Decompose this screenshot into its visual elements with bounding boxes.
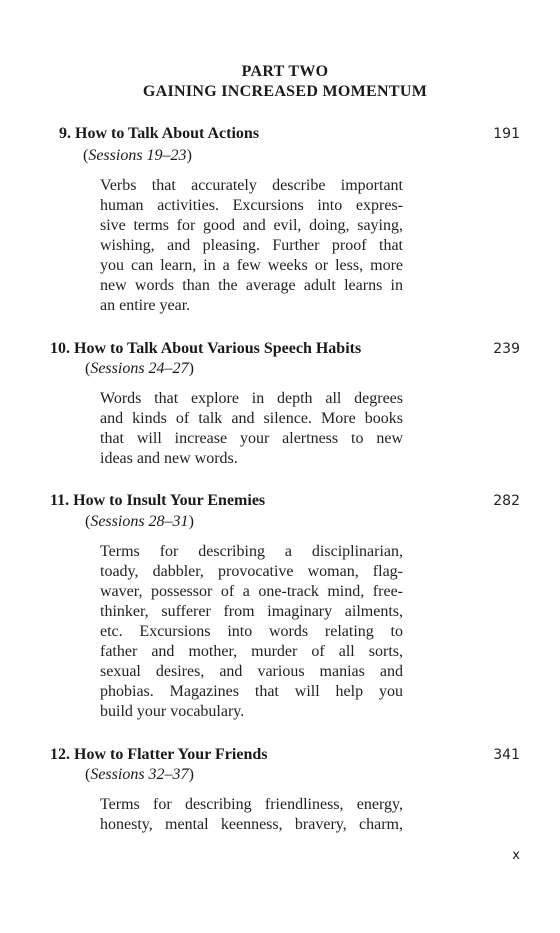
description-line: sexual desires, and various manias and: [100, 663, 403, 680]
part-title: PART TWO: [241, 63, 329, 80]
description-line: thinker, sufferer from imaginary ailments,: [100, 603, 403, 620]
description-line: Words that explore in depth all degrees: [100, 390, 403, 407]
chapter-number: 9.: [59, 125, 71, 142]
sessions-range: Sessions 32–37: [90, 766, 189, 783]
chapter-heading: [50, 745, 267, 765]
chapter-heading: [50, 491, 265, 511]
chapter-number: 11.: [50, 492, 70, 509]
description-line: waver, possessor of a one-track mind, free-: [100, 583, 403, 600]
description-line: that will increase your alertness to new: [100, 430, 403, 447]
description-line: etc. Excursions into words relating to: [100, 623, 403, 640]
chapter-number: 10.: [50, 340, 70, 357]
chapter-page-number: 239: [493, 341, 520, 357]
description-line: and kinds of talk and silence. More books: [100, 410, 403, 427]
part-subtitle: GAINING INCREASED MOMENTUM: [142, 83, 428, 100]
description-line: you can learn, in a few weeks or less, more: [100, 257, 403, 274]
chapter-heading: [50, 339, 361, 359]
chapter-page-number: 191: [493, 126, 520, 142]
chapter-page-number: 341: [493, 747, 520, 763]
description-line: Terms for describing a disciplinarian,: [100, 543, 403, 560]
chapter-description: [100, 389, 403, 469]
chapter-number: 12.: [50, 746, 70, 763]
sessions-range: Sessions 24–27: [90, 360, 189, 377]
sessions-range: Sessions 19–23: [88, 147, 187, 164]
chapter-sessions: (Sessions 28–31): [85, 513, 194, 530]
chapter-description: [100, 542, 403, 722]
chapter-sessions: (Sessions 32–37): [85, 766, 194, 783]
chapter-sessions: (Sessions 19–23): [83, 147, 192, 164]
description-line: wishing, and pleasing. Further proof that: [100, 237, 403, 254]
chapter-title: How to Talk About Actions: [75, 125, 260, 142]
description-line: build your vocabulary.: [100, 703, 245, 720]
description-line: ideas and new words.: [100, 450, 238, 467]
chapter-description: [100, 795, 403, 835]
description-line: new words than the average adult learns in: [100, 277, 403, 294]
description-line: human activities. Excursions into expres-: [100, 197, 403, 214]
description-line: sive terms for good and evil, doing, saying,: [100, 217, 403, 234]
chapter-title: How to Talk About Various Speech Habits: [74, 340, 362, 357]
description-line: phobias. Magazines that will help you: [100, 683, 403, 700]
chapter-title: How to Insult Your Enemies: [73, 492, 266, 509]
description-line: honesty, mental keenness, bravery, charm,: [100, 816, 403, 833]
sessions-range: Sessions 28–31: [90, 513, 189, 530]
chapter-heading: [59, 124, 259, 144]
description-line: an entire year.: [100, 297, 191, 314]
description-line: father and mother, murder of all sorts,: [100, 643, 403, 660]
chapter-description: [100, 176, 403, 316]
page-folio: x: [512, 848, 520, 863]
description-line: toady, dabbler, provocative woman, flag-: [100, 563, 403, 580]
chapter-title: How to Flatter Your Friends: [74, 746, 268, 763]
chapter-sessions: (Sessions 24–27): [85, 360, 194, 377]
description-line: Verbs that accurately describe important: [100, 177, 403, 194]
chapter-page-number: 282: [493, 493, 520, 509]
description-line: Terms for describing friendliness, energy,: [100, 796, 403, 813]
